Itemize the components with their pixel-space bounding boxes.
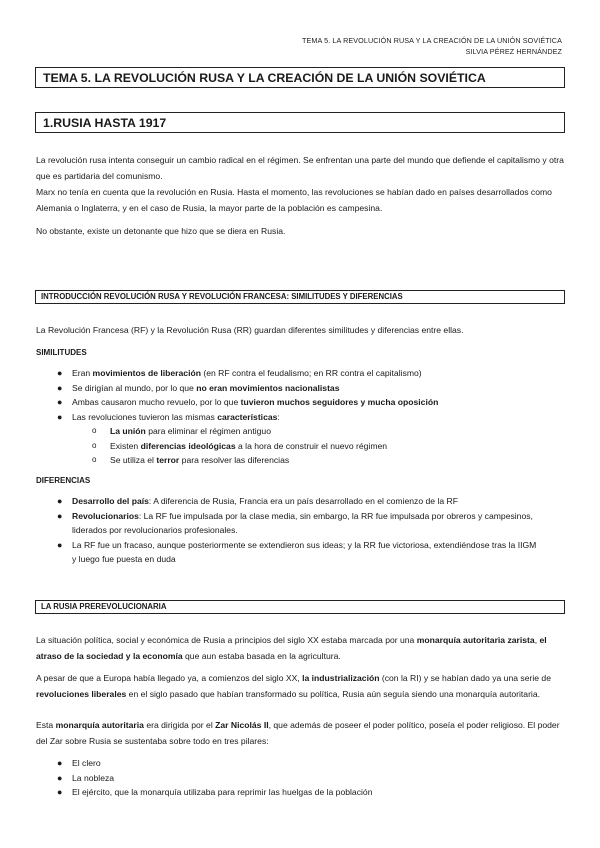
comparison-paragraph: La Revolución Francesa (RF) y la Revolución Rusa (RR) guardan diferentes similitudes y diferencias entre ellas. [36,325,464,335]
intro-paragraph-3: No obstante, existe un detonante que hizo que se diera en Rusia. [36,226,286,236]
section-heading-rusia-hasta-1917: 1.RUSIA HASTA 1917 [35,112,565,133]
list-item: ● La nobleza [0,771,542,786]
diferencias-list [0,494,600,567]
list-item: ● Ambas causaron mucho revuelo, por lo que tuvieron muchos seguidores y mucha oposición [0,395,542,410]
bullet-icon: ● [57,397,63,407]
bullet-icon: ● [57,758,63,768]
bullet-icon: ● [57,411,63,422]
header-author: SILVIA PÉREZ HERNÁNDEZ [465,47,562,56]
circle-bullet-icon: o [92,426,97,435]
diferencias-label: DIFERENCIAS [36,476,91,485]
intro-paragraph-2: Marx no tenía en cuenta que la revolución en Rusia. Hasta el momento, las revoluciones se habían dado en países desarrollados como Alemania o Inglaterra, y en el caso de Rusia, la mayor parte de la población es campesina. [36,187,552,213]
bullet-icon: ● [57,787,63,797]
document-title: TEMA 5. LA REVOLUCIÓN RUSA Y LA CREACIÓN DE LA UNIÓN SOVIÉTICA [35,67,565,88]
header-title: TEMA 5. LA REVOLUCIÓN RUSA Y LA CREACIÓN DE LA UNIÓN SOVIÉTICA [302,36,562,45]
bullet-icon: ● [57,539,63,550]
bullet-icon: ● [57,368,63,378]
bullet-icon: ● [57,382,63,393]
subheading-rusia-prerevolucionaria: LA RUSIA PREREVOLUCIONARIA [35,600,565,614]
circle-bullet-icon: o [92,455,97,464]
prerev-paragraph-1: La situación política, social y económica de Rusia a principios del siglo XX estaba marcada por una monarquía autoritaria zarista, el atraso de la sociedad y la economía que aun estaba basada en la agricultura. [36,635,547,661]
similitudes-list [0,366,600,468]
pillars-list [0,756,600,800]
intro-paragraph-1: La revolución rusa intenta conseguir un cambio radical en el régimen. Se enfrentan una parte del mundo que defiende el capitalismo y otra que es partidaria del comunismo. [36,155,564,181]
list-item: ● Revolucionarios: La RF fue impulsada por la clase media, sin embargo, la RR fue impulsada por obreros y campesinos, liderados por revolucionarios profesionales. [57,510,533,535]
list-item: ● El ejército, que la monarquía utilizaba para reprimir las huelgas de la población [0,785,542,800]
list-item: ● Las revoluciones tuvieron las mismas características: [0,410,542,425]
list-item: ● El clero [0,756,542,771]
list-item: ● Se dirigían al mundo, por lo que no eran movimientos nacionalistas [0,381,542,396]
page-header [302,35,562,57]
prerev-paragraph-3: Esta monarquía autoritaria era dirigida por el Zar Nicolás II, que además de poseer el poder político, poseía el poder religioso. El poder del Zar sobre Rusia se sustentaba sobre todo en tres pilares: [36,720,560,746]
sub-list-item: o Existen diferencias ideológicas a la hora de construir el nuevo régimen [0,439,580,454]
bullet-icon: ● [57,510,63,521]
similitudes-label: SIMILITUDES [36,348,87,357]
list-item: ● Desarrollo del país: A diferencia de Rusia, Francia era un país desarrollado en el comienzo de la RF [0,494,542,509]
list-item: ● Eran movimientos de liberación (en RF contra el feudalismo; en RR contra el capitalismo) [0,366,542,381]
sub-list-item: o Se utiliza el terror para resolver las diferencias [0,453,580,468]
bullet-icon: ● [57,772,63,783]
circle-bullet-icon: o [92,440,97,450]
list-item: ● La RF fue un fracaso, aunque posteriormente se extendieron sus ideas; y la RR fue victoriosa, extendiéndose tras la IIGM y luego fue puesta en duda [57,539,537,564]
bullet-icon: ● [57,496,63,506]
sub-list-item: o La unión para eliminar el régimen antiguo [0,424,580,439]
prerev-paragraph-2: A pesar de que a Europa había llegado ya, a comienzos del siglo XX, la industrialización (con la RI) y se habían dado ya una serie de revoluciones liberales en el siglo pasado que habían transformado su política, Rusia aún seguía siendo una monarquía autoritaria. [36,673,551,699]
subheading-introduccion: INTRODUCCIÓN REVOLUCIÓN RUSA Y REVOLUCIÓN FRANCESA: SIMILITUDES Y DIFERENCIAS [35,290,565,304]
